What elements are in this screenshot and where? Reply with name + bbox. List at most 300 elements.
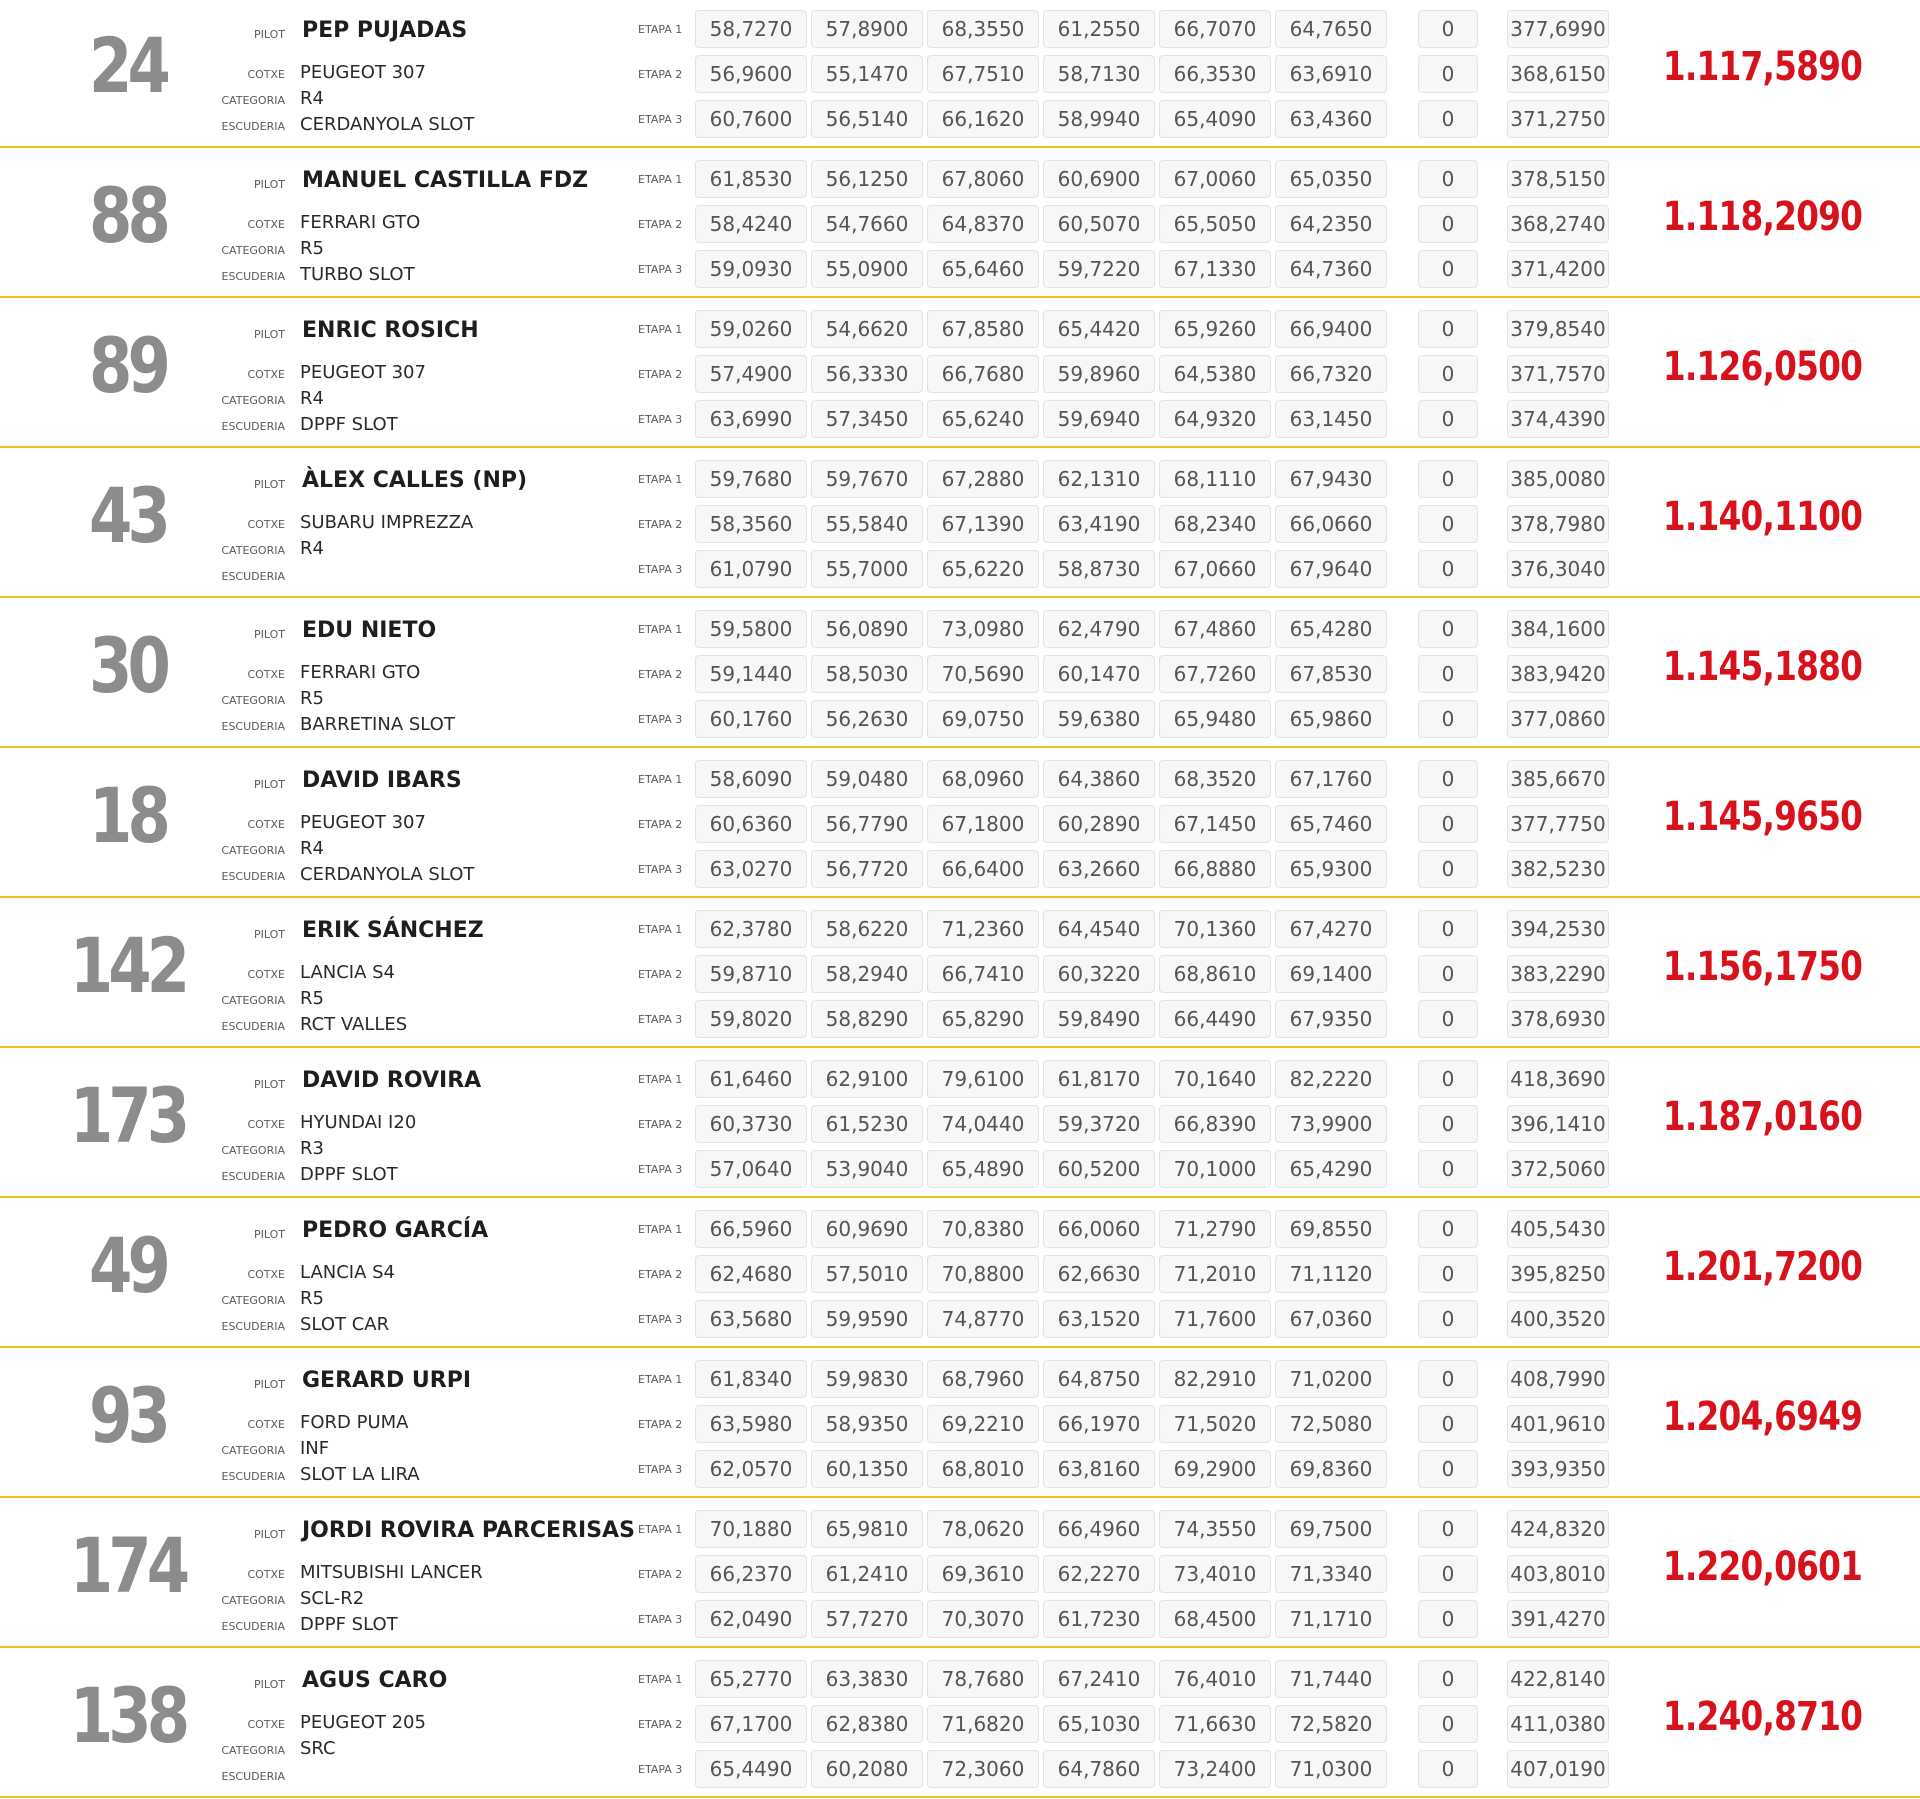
escuderia-label: ESCUDERIA [221,570,285,583]
lap-time-cell: 63,6990 [695,400,807,438]
lap-time-cell: 61,8530 [695,160,807,198]
penalty-cell: 0 [1418,1750,1478,1788]
pilot-name: ÀLEX CALLES (NP) [302,468,528,493]
lap-time-cell: 68,8610 [1159,955,1271,993]
lap-time-cell: 58,9940 [1043,100,1155,138]
lap-time-cell: 59,7220 [1043,250,1155,288]
lap-time-cell: 60,5200 [1043,1150,1155,1188]
team-name: DPPF SLOT [300,414,398,435]
lap-time-cell: 60,2080 [811,1750,923,1788]
stage-label: ETAPA 1 [638,623,683,636]
lap-time-cell: 62,6630 [1043,1255,1155,1293]
stage-total-cell: 393,9350 [1507,1450,1609,1488]
penalty-cell: 0 [1418,1300,1478,1338]
lap-time-cell: 69,0750 [927,700,1039,738]
stage-total-cell: 378,6930 [1507,1000,1609,1038]
car-number: 174 [69,1521,186,1610]
lap-time-cell: 73,9900 [1275,1105,1387,1143]
lap-time-cell: 67,1700 [695,1705,807,1743]
lap-time-cell: 60,3730 [695,1105,807,1143]
lap-time-cell: 56,2630 [811,700,923,738]
penalty-cell: 0 [1418,910,1478,948]
stage-total-cell: 407,0190 [1507,1750,1609,1788]
lap-time-cell: 69,8550 [1275,1210,1387,1248]
lap-time-cell: 63,8160 [1043,1450,1155,1488]
pilot-label: PILOT [254,28,285,41]
penalty-cell: 0 [1418,550,1478,588]
penalty-cell: 0 [1418,505,1478,543]
lap-time-cell: 61,8170 [1043,1060,1155,1098]
lap-time-cell: 67,4860 [1159,610,1271,648]
overall-total: 1.145,9650 [1662,794,1863,840]
lap-time-cell: 72,5080 [1275,1405,1387,1443]
penalty-cell: 0 [1418,1360,1478,1398]
lap-time-cell: 65,6240 [927,400,1039,438]
lap-time-cell: 65,0350 [1275,160,1387,198]
lap-time-cell: 69,7500 [1275,1510,1387,1548]
lap-time-cell: 71,2790 [1159,1210,1271,1248]
lap-time-cell: 70,8380 [927,1210,1039,1248]
lap-time-cell: 58,5030 [811,655,923,693]
stage-total-cell: 385,6670 [1507,760,1609,798]
lap-time-cell: 57,5010 [811,1255,923,1293]
lap-time-cell: 70,1640 [1159,1060,1271,1098]
cotxe-label: COTXE [247,1418,285,1431]
lap-time-cell: 67,9350 [1275,1000,1387,1038]
lap-time-cell: 61,2410 [811,1555,923,1593]
lap-time-cell: 67,7510 [927,55,1039,93]
lap-time-cell: 67,8060 [927,160,1039,198]
cotxe-label: COTXE [247,818,285,831]
lap-time-cell: 58,6220 [811,910,923,948]
lap-time-cell: 69,2210 [927,1405,1039,1443]
lap-time-cell: 66,2370 [695,1555,807,1593]
cotxe-label: COTXE [247,668,285,681]
lap-time-cell: 71,0300 [1275,1750,1387,1788]
lap-time-cell: 71,5020 [1159,1405,1271,1443]
pilot-name: JORDI ROVIRA PARCERISAS [302,1518,635,1543]
stage-label: ETAPA 2 [638,1568,683,1581]
lap-time-cell: 65,4890 [927,1150,1039,1188]
cotxe-label: COTXE [247,1118,285,1131]
pilot-name: ERIK SÁNCHEZ [302,918,484,943]
lap-time-cell: 73,2400 [1159,1750,1271,1788]
penalty-cell: 0 [1418,655,1478,693]
result-entry [0,1500,1920,1648]
stage-total-cell: 372,5060 [1507,1150,1609,1188]
overall-total: 1.204,6949 [1662,1394,1863,1440]
penalty-cell: 0 [1418,205,1478,243]
car-number: 142 [69,921,186,1010]
stage-total-cell: 408,7990 [1507,1360,1609,1398]
stage-label: ETAPA 3 [638,1163,683,1176]
lap-time-cell: 65,9300 [1275,850,1387,888]
result-entry [0,450,1920,598]
lap-time-cell: 58,6090 [695,760,807,798]
lap-time-cell: 66,8390 [1159,1105,1271,1143]
lap-time-cell: 54,6620 [811,310,923,348]
car-number: 43 [89,471,166,560]
result-entry [0,1650,1920,1798]
pilot-label: PILOT [254,1678,285,1691]
lap-time-cell: 60,7600 [695,100,807,138]
car-model: LANCIA S4 [300,1262,396,1283]
stage-total-cell: 368,2740 [1507,205,1609,243]
lap-time-cell: 67,9640 [1275,550,1387,588]
lap-time-cell: 56,3330 [811,355,923,393]
cotxe-label: COTXE [247,518,285,531]
lap-time-cell: 66,1620 [927,100,1039,138]
lap-time-cell: 62,4790 [1043,610,1155,648]
lap-time-cell: 71,1710 [1275,1600,1387,1638]
lap-time-cell: 59,6380 [1043,700,1155,738]
lap-time-cell: 66,7070 [1159,10,1271,48]
stage-label: ETAPA 2 [638,1118,683,1131]
lap-time-cell: 72,5820 [1275,1705,1387,1743]
stage-total-cell: 377,0860 [1507,700,1609,738]
categoria-label: CATEGORIA [221,1144,285,1157]
stage-total-cell: 376,3040 [1507,550,1609,588]
lap-time-cell: 55,0900 [811,250,923,288]
penalty-cell: 0 [1418,1450,1478,1488]
pilot-name: MANUEL CASTILLA FDZ [302,168,589,193]
lap-time-cell: 60,2890 [1043,805,1155,843]
lap-time-cell: 67,9430 [1275,460,1387,498]
lap-time-cell: 73,4010 [1159,1555,1271,1593]
stage-label: ETAPA 1 [638,773,683,786]
lap-time-cell: 55,1470 [811,55,923,93]
lap-time-cell: 68,0960 [927,760,1039,798]
team-name: DPPF SLOT [300,1614,398,1635]
lap-time-cell: 67,0360 [1275,1300,1387,1338]
stage-label: ETAPA 3 [638,413,683,426]
lap-time-cell: 67,7260 [1159,655,1271,693]
penalty-cell: 0 [1418,955,1478,993]
lap-time-cell: 65,6460 [927,250,1039,288]
stage-total-cell: 394,2530 [1507,910,1609,948]
lap-time-cell: 67,1450 [1159,805,1271,843]
lap-time-cell: 63,4190 [1043,505,1155,543]
lap-time-cell: 58,7270 [695,10,807,48]
stage-label: ETAPA 1 [638,323,683,336]
penalty-cell: 0 [1418,1600,1478,1638]
lap-time-cell: 71,7600 [1159,1300,1271,1338]
team-name: SLOT CAR [300,1314,390,1335]
lap-time-cell: 72,3060 [927,1750,1039,1788]
lap-time-cell: 65,4420 [1043,310,1155,348]
lap-time-cell: 63,5680 [695,1300,807,1338]
lap-time-cell: 58,3560 [695,505,807,543]
car-number: 30 [89,621,166,710]
lap-time-cell: 64,2350 [1275,205,1387,243]
lap-time-cell: 60,1350 [811,1450,923,1488]
categoria-label: CATEGORIA [221,1744,285,1757]
penalty-cell: 0 [1418,10,1478,48]
lap-time-cell: 68,7960 [927,1360,1039,1398]
overall-total: 1.187,0160 [1662,1094,1863,1140]
stage-label: ETAPA 3 [638,1013,683,1026]
stage-total-cell: 401,9610 [1507,1405,1609,1443]
lap-time-cell: 65,9860 [1275,700,1387,738]
categoria-label: CATEGORIA [221,1294,285,1307]
lap-time-cell: 65,9480 [1159,700,1271,738]
penalty-cell: 0 [1418,1510,1478,1548]
penalty-cell: 0 [1418,1660,1478,1698]
stage-label: ETAPA 1 [638,1223,683,1236]
lap-time-cell: 69,1400 [1275,955,1387,993]
lap-time-cell: 61,0790 [695,550,807,588]
lap-time-cell: 71,2010 [1159,1255,1271,1293]
lap-time-cell: 66,7320 [1275,355,1387,393]
overall-total: 1.145,1880 [1662,644,1863,690]
lap-time-cell: 66,4490 [1159,1000,1271,1038]
lap-time-cell: 59,1440 [695,655,807,693]
penalty-cell: 0 [1418,1060,1478,1098]
lap-time-cell: 58,8730 [1043,550,1155,588]
lap-time-cell: 71,6820 [927,1705,1039,1743]
penalty-cell: 0 [1418,700,1478,738]
lap-time-cell: 63,1450 [1275,400,1387,438]
stage-label: ETAPA 3 [638,113,683,126]
lap-time-cell: 65,4090 [1159,100,1271,138]
lap-time-cell: 67,8580 [927,310,1039,348]
lap-time-cell: 70,1880 [695,1510,807,1548]
lap-time-cell: 67,1800 [927,805,1039,843]
lap-time-cell: 70,1360 [1159,910,1271,948]
stage-label: ETAPA 3 [638,563,683,576]
overall-total: 1.201,7200 [1662,1244,1863,1290]
result-entry [0,300,1920,448]
categoria-label: CATEGORIA [221,994,285,1007]
lap-time-cell: 78,0620 [927,1510,1039,1548]
lap-time-cell: 59,8490 [1043,1000,1155,1038]
lap-time-cell: 60,6900 [1043,160,1155,198]
lap-time-cell: 67,2880 [927,460,1039,498]
lap-time-cell: 74,0440 [927,1105,1039,1143]
stage-total-cell: 411,0380 [1507,1705,1609,1743]
stage-total-cell: 378,5150 [1507,160,1609,198]
lap-time-cell: 66,7410 [927,955,1039,993]
pilot-name: GERARD URPI [302,1368,472,1393]
pilot-name: ENRIC ROSICH [302,318,479,343]
car-number: 173 [69,1071,186,1160]
lap-time-cell: 59,7680 [695,460,807,498]
car-model: PEUGEOT 307 [300,362,426,383]
lap-time-cell: 66,6400 [927,850,1039,888]
stage-total-cell: 379,8540 [1507,310,1609,348]
lap-time-cell: 64,3860 [1043,760,1155,798]
lap-time-cell: 67,2410 [1043,1660,1155,1698]
stage-label: ETAPA 1 [638,1073,683,1086]
stage-label: ETAPA 3 [638,1313,683,1326]
penalty-cell: 0 [1418,1255,1478,1293]
lap-time-cell: 59,8710 [695,955,807,993]
lap-time-cell: 70,1000 [1159,1150,1271,1188]
penalty-cell: 0 [1418,310,1478,348]
stage-total-cell: 374,4390 [1507,400,1609,438]
lap-time-cell: 60,1470 [1043,655,1155,693]
lap-time-cell: 56,1250 [811,160,923,198]
penalty-cell: 0 [1418,250,1478,288]
team-name: RCT VALLES [300,1014,408,1035]
lap-time-cell: 63,0270 [695,850,807,888]
lap-time-cell: 67,1330 [1159,250,1271,288]
lap-time-cell: 68,3550 [927,10,1039,48]
car-model: MITSUBISHI LANCER [300,1562,483,1583]
pilot-name: PEDRO GARCÍA [302,1218,489,1243]
category-value: SRC [300,1738,336,1759]
result-entry [0,600,1920,748]
lap-time-cell: 67,1760 [1275,760,1387,798]
penalty-cell: 0 [1418,160,1478,198]
cotxe-label: COTXE [247,968,285,981]
lap-time-cell: 66,8880 [1159,850,1271,888]
stage-label: ETAPA 2 [638,68,683,81]
lap-time-cell: 62,1310 [1043,460,1155,498]
lap-time-cell: 64,7650 [1275,10,1387,48]
car-number: 49 [89,1221,166,1310]
lap-time-cell: 82,2220 [1275,1060,1387,1098]
stage-total-cell: 383,9420 [1507,655,1609,693]
lap-time-cell: 61,5230 [811,1105,923,1143]
lap-time-cell: 66,3530 [1159,55,1271,93]
lap-time-cell: 67,0660 [1159,550,1271,588]
stage-total-cell: 384,1600 [1507,610,1609,648]
penalty-cell: 0 [1418,850,1478,888]
lap-time-cell: 55,5840 [811,505,923,543]
categoria-label: CATEGORIA [221,244,285,257]
stage-total-cell: 395,8250 [1507,1255,1609,1293]
penalty-cell: 0 [1418,760,1478,798]
team-name: CERDANYOLA SLOT [300,114,475,135]
lap-time-cell: 71,3340 [1275,1555,1387,1593]
lap-time-cell: 64,4540 [1043,910,1155,948]
category-value: R4 [300,538,324,559]
lap-time-cell: 79,6100 [927,1060,1039,1098]
penalty-cell: 0 [1418,1000,1478,1038]
stage-total-cell: 403,8010 [1507,1555,1609,1593]
result-entry [0,750,1920,898]
lap-time-cell: 67,4270 [1275,910,1387,948]
categoria-label: CATEGORIA [221,94,285,107]
categoria-label: CATEGORIA [221,1594,285,1607]
stage-total-cell: 377,6990 [1507,10,1609,48]
cotxe-label: COTXE [247,368,285,381]
lap-time-cell: 74,3550 [1159,1510,1271,1548]
lap-time-cell: 53,9040 [811,1150,923,1188]
result-entry [0,1350,1920,1498]
lap-time-cell: 67,8530 [1275,655,1387,693]
stage-label: ETAPA 2 [638,968,683,981]
category-value: R4 [300,838,324,859]
car-number: 89 [89,321,166,410]
lap-time-cell: 58,9350 [811,1405,923,1443]
result-entry [0,150,1920,298]
lap-time-cell: 65,4290 [1275,1150,1387,1188]
lap-time-cell: 68,3520 [1159,760,1271,798]
stage-total-cell: 418,3690 [1507,1060,1609,1098]
lap-time-cell: 63,4360 [1275,100,1387,138]
category-value: R5 [300,688,324,709]
lap-time-cell: 71,1120 [1275,1255,1387,1293]
lap-time-cell: 64,8370 [927,205,1039,243]
stage-label: ETAPA 2 [638,1718,683,1731]
lap-time-cell: 74,8770 [927,1300,1039,1338]
lap-time-cell: 59,9590 [811,1300,923,1338]
lap-time-cell: 58,2940 [811,955,923,993]
car-model: LANCIA S4 [300,962,396,983]
lap-time-cell: 65,4280 [1275,610,1387,648]
escuderia-label: ESCUDERIA [221,870,285,883]
stage-label: ETAPA 1 [638,1523,683,1536]
penalty-cell: 0 [1418,355,1478,393]
team-name: BARRETINA SLOT [300,714,455,735]
stage-label: ETAPA 3 [638,1463,683,1476]
lap-time-cell: 71,2360 [927,910,1039,948]
overall-total: 1.220,0601 [1662,1544,1863,1590]
car-model: PEUGEOT 307 [300,62,426,83]
categoria-label: CATEGORIA [221,394,285,407]
lap-time-cell: 59,0260 [695,310,807,348]
lap-time-cell: 69,2900 [1159,1450,1271,1488]
lap-time-cell: 64,5380 [1159,355,1271,393]
pilot-name: DAVID IBARS [302,768,462,793]
lap-time-cell: 69,3610 [927,1555,1039,1593]
cotxe-label: COTXE [247,1268,285,1281]
team-name: DPPF SLOT [300,1164,398,1185]
pilot-name: DAVID ROVIRA [302,1068,482,1093]
lap-time-cell: 62,8380 [811,1705,923,1743]
lap-time-cell: 60,1760 [695,700,807,738]
lap-time-cell: 65,6220 [927,550,1039,588]
stage-label: ETAPA 2 [638,368,683,381]
lap-time-cell: 73,0980 [927,610,1039,648]
lap-time-cell: 59,0480 [811,760,923,798]
penalty-cell: 0 [1418,460,1478,498]
lap-time-cell: 71,0200 [1275,1360,1387,1398]
car-model: FORD PUMA [300,1412,409,1433]
cotxe-label: COTXE [247,1568,285,1581]
lap-time-cell: 61,6460 [695,1060,807,1098]
overall-total: 1.240,8710 [1662,1694,1863,1740]
stage-label: ETAPA 2 [638,1418,683,1431]
lap-time-cell: 62,3780 [695,910,807,948]
category-value: R5 [300,988,324,1009]
lap-time-cell: 59,9830 [811,1360,923,1398]
lap-time-cell: 65,5050 [1159,205,1271,243]
overall-total: 1.117,5890 [1662,44,1863,90]
pilot-label: PILOT [254,328,285,341]
escuderia-label: ESCUDERIA [221,1170,285,1183]
team-name: CERDANYOLA SLOT [300,864,475,885]
stage-total-cell: 391,4270 [1507,1600,1609,1638]
pilot-label: PILOT [254,1228,285,1241]
category-value: INF [300,1438,330,1459]
overall-total: 1.118,2090 [1662,194,1863,240]
category-value: R4 [300,88,324,109]
lap-time-cell: 70,3070 [927,1600,1039,1638]
lap-time-cell: 58,7130 [1043,55,1155,93]
team-name: TURBO SLOT [300,264,415,285]
lap-time-cell: 65,9260 [1159,310,1271,348]
escuderia-label: ESCUDERIA [221,1020,285,1033]
escuderia-label: ESCUDERIA [221,270,285,283]
lap-time-cell: 57,8900 [811,10,923,48]
stage-label: ETAPA 1 [638,173,683,186]
stage-total-cell: 400,3520 [1507,1300,1609,1338]
lap-time-cell: 59,6940 [1043,400,1155,438]
penalty-cell: 0 [1418,1210,1478,1248]
